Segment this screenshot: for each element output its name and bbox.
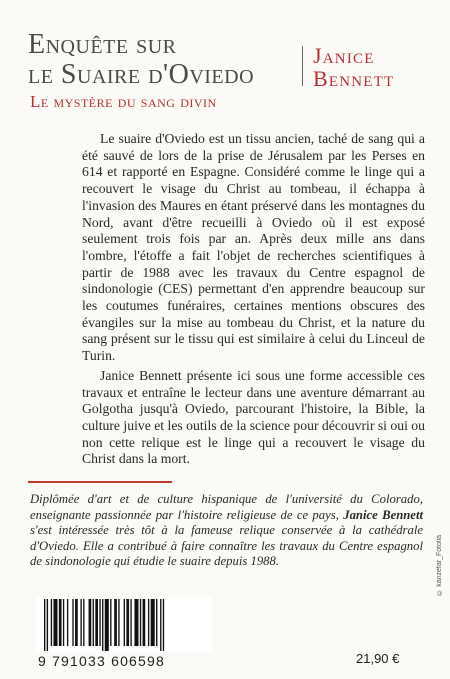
barcode-bar	[63, 599, 64, 646]
barcode-bar	[140, 599, 141, 646]
bio-text-before: Diplômée d'art et de culture hispanique de l'université du Colorado, enseignante passionnée par l'histoire religieuse de ce pays,	[30, 492, 423, 522]
isbn-number: 9 791033 606598	[38, 653, 165, 669]
bio-author-name: Janice Bennett	[343, 507, 423, 522]
blurb-paragraph-2: Janice Bennett présente ici sous une forme accessible ces travaux et entraîne le lecteur dans une aventure démarrant au Golgotha jusqu'à Oviedo, parcourant l'histoire, la Bible, la culture juive et les outils de la science pour découvrir si oui ou non cette relique est le linge qui a recouvert le visage du Christ dans la mort.	[82, 367, 425, 467]
title-line-1: Enquête sur	[28, 29, 177, 60]
barcode-bar	[95, 599, 98, 646]
barcode-bar	[47, 599, 48, 651]
barcode-bar	[59, 599, 62, 646]
barcode-bar	[72, 599, 73, 646]
barcode-bar	[124, 599, 125, 646]
barcode-bar	[67, 599, 68, 646]
barcode-bar	[156, 599, 157, 646]
bio-text-after: s'est intéressée très tôt à la fameuse relique conservée à la cathédrale d'Oviedo. Elle a contribué à faire connaître les travaux du Centre espagnol de sindonologie qui étudie le suaire depuis 1988.	[30, 523, 423, 568]
barcode-bar	[143, 599, 146, 646]
author-bio	[30, 492, 423, 570]
barcode-bar	[102, 599, 103, 651]
barcode	[36, 597, 212, 669]
book-subtitle: Le mystère du sang divin	[30, 92, 217, 111]
author-last-name: Bennett	[313, 66, 395, 91]
barcode-bar	[53, 599, 57, 646]
photo-credit: © kanzefar_Fotolia	[436, 535, 443, 596]
barcode-bar	[75, 599, 78, 646]
barcode-bar	[114, 599, 117, 646]
author-name	[313, 44, 394, 90]
section-divider	[28, 481, 172, 483]
blurb	[82, 131, 425, 468]
barcode-bar	[110, 599, 111, 646]
barcode-bar	[134, 599, 138, 646]
barcode-bar	[105, 599, 109, 651]
barcode-bar	[44, 599, 45, 651]
barcode-bar	[148, 599, 149, 646]
price: 21,90 €	[356, 651, 400, 666]
barcode-bars	[44, 599, 208, 651]
barcode-bar	[160, 599, 161, 651]
barcode-bar	[83, 599, 84, 646]
barcode-bar	[126, 599, 129, 646]
barcode-bar	[163, 599, 164, 651]
barcode-bar	[151, 599, 155, 646]
title-line-2: le Suaire d'Oviedo	[28, 59, 255, 90]
barcode-bar	[93, 599, 94, 646]
barcode-bar	[99, 599, 100, 646]
barcode-bar	[130, 599, 131, 646]
author-first-name: Janice	[313, 43, 375, 68]
title-author-divider	[302, 46, 303, 86]
barcode-bar	[118, 599, 119, 646]
barcode-bar	[80, 599, 81, 646]
barcode-bar	[89, 599, 92, 646]
barcode-bar	[51, 599, 52, 646]
blurb-paragraph-1: Le suaire d'Oviedo est un tissu ancien, taché de sang qui a été sauvé de lors de la prise de Jérusalem par les Perses en 614 et rapporté en Espagne. Considéré comme le linge qui a recouvert le visage du Christ au tombeau, il échappa à l'invasion des Maures en étant préservé dans les montagnes du Nord, avant d'être recueilli à Oviedo où il est exposé seulement trois fois par an. Après deux mille ans dans l'ombre, l'étoffe a fait l'objet de recherches scientifiques à partir de 1988 avec les travaux du Centre espagnol de sindonologie (CES) permettant d'en apprendre beaucoup sur les coutumes funéraires, certaines mentions obscures des évangiles sur la mise au tombeau du Christ, et la nature du sang présent sur le tissu qui est similaire à celui du Linceul de Turin.	[82, 131, 425, 364]
